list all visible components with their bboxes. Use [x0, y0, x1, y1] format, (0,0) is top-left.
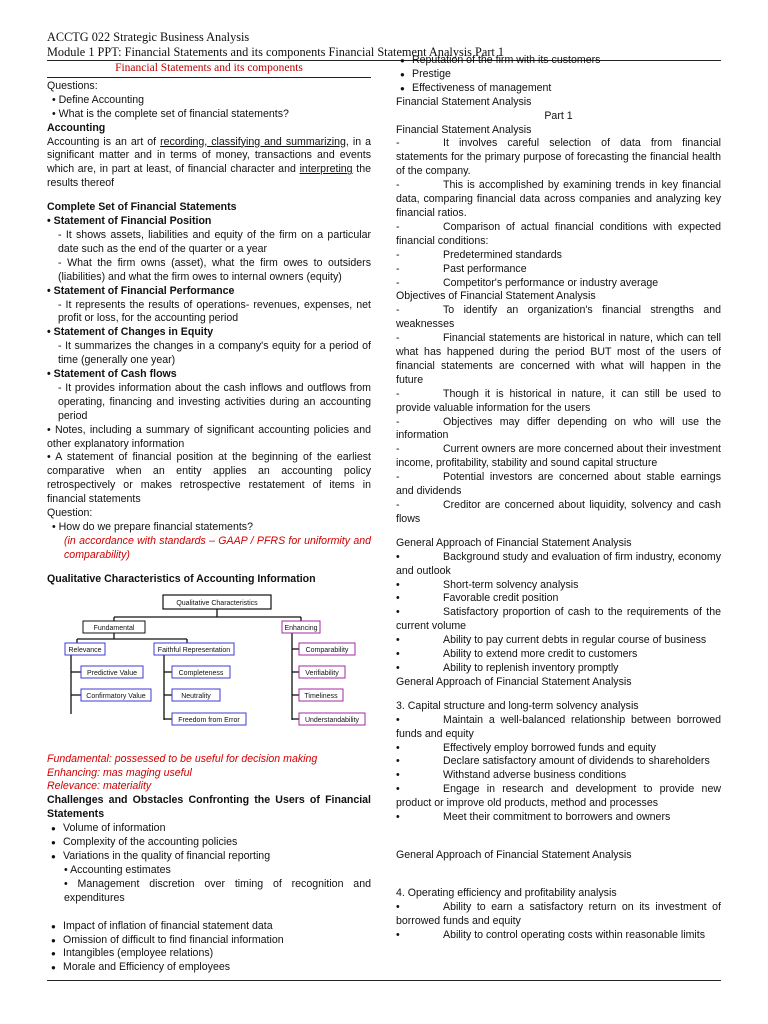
qualitative-heading: Qualitative Characteristics of Accounting Information — [47, 572, 316, 585]
approach-item: • Ability to pay current debts in regular course of business — [396, 634, 707, 647]
capital-item: • Maintain a well-balanced relationship between borrowed funds and equity — [396, 713, 721, 740]
course-title: ACCTG 022 Strategic Business Analysis — [47, 30, 250, 44]
approach-item: • Background study and evaluation of firm industry, economy and outlook — [396, 550, 721, 577]
accounting-heading: Accounting — [47, 121, 106, 134]
objective-item: - Objectives may differ depending on who will use the information — [396, 415, 721, 442]
accounting-definition: Accounting is an art of recording, classifying and summarizing, in a significant matter and in terms of money, transactions and events which are, in part at least, of financial character and interpreting the results thereof — [47, 135, 372, 190]
approach-item: • Favorable credit position — [396, 592, 559, 605]
diagram-completeness: Completeness — [178, 669, 224, 677]
challenge-subitem: • Management discretion over timing of recognition and expenditures — [64, 877, 371, 904]
diagram-predictive: Predictive Value — [86, 669, 138, 677]
statement-detail: - What the firm owns (asset), what the firm owes to outsiders (liabilities) and what the firm owes to internal owners (equity) — [58, 256, 371, 283]
statement-detail: - It shows assets, liabilities and equity of the firm on a particular date such as the end of the quarter or a year — [58, 228, 371, 255]
standards-note: (in accordance with standards – GAAP / PFRS for uniformity and comparability) — [64, 534, 371, 561]
capital-item: • Declare satisfactory amount of dividends to shareholders — [396, 755, 710, 768]
question-item: • Define Accounting — [52, 93, 145, 106]
capital-item: • Engage in research and development to provide new product or improve old products, method and processes — [396, 783, 721, 810]
note-enhancing: Enhancing: mas maging useful — [47, 766, 192, 779]
capital-item: • Meet their commitment to borrowers and owners — [396, 811, 671, 824]
statement-heading: • Statement of Financial Position — [47, 215, 212, 228]
question-label: Question: — [47, 507, 93, 520]
approach-item: • Satisfactory proportion of cash to the requirements of the current volume — [396, 606, 721, 633]
left-column — [47, 62, 371, 975]
objective-item: - Creditor are concerned about liquidity, solvency and cash flows — [396, 499, 721, 525]
challenge-item: ● Intangibles (employee relations) — [47, 947, 371, 961]
capital-item: • Effectively employ borrowed funds and equity — [396, 741, 656, 754]
section-title: Financial Statements and its components — [47, 62, 371, 78]
operating-item: • Ability to control operating costs within reasonable limits — [396, 928, 706, 941]
objectives-title: Objectives of Financial Statement Analysis — [396, 290, 596, 303]
firm-bullet: ● Prestige — [396, 68, 721, 82]
footer-rule — [47, 980, 721, 981]
objective-item: - Potential investors are concerned about stable earnings and dividends — [396, 471, 721, 498]
approach-item: • Ability to replenish inventory promptly — [396, 661, 619, 674]
diagram-confirmatory: Confirmatory Value — [86, 692, 146, 700]
challenge-item: ● Morale and Efficiency of employees — [47, 961, 371, 975]
approach-item: • Ability to extend more credit to customers — [396, 648, 638, 661]
statement-item: • A statement of financial position at the beginning of the earliest comparative when an entity applies an accounting policy retrospectively or makes retrospective restatement of items in financial statements — [47, 451, 371, 506]
capital-item: • Withstand adverse business conditions — [396, 769, 627, 782]
fsa-item: - Comparison of actual financial conditions with expected financial conditions: — [396, 220, 721, 247]
diagram-verifiability: Verifiability — [305, 669, 339, 677]
condition-item: - Competitor's performance or industry average — [396, 276, 659, 289]
condition-item: - Past performance — [396, 262, 527, 275]
diagram-understandability: Understandability — [304, 716, 360, 724]
note-fundamental: Fundamental: possessed to be useful for decision making — [47, 752, 318, 765]
challenge-subitem: • Accounting estimates — [64, 863, 171, 876]
firm-bullet: ● Effectiveness of management — [396, 82, 721, 96]
statement-heading: • Statement of Financial Performance — [47, 284, 235, 297]
operating-heading: 4. Operating efficiency and profitability analysis — [396, 886, 617, 899]
fsa-item: - It involves careful selection of data from financial statements for the primary purpose of forecasting the financial health of the company. — [396, 137, 721, 178]
statement-heading: • Statement of Changes in Equity — [47, 326, 214, 339]
objective-item: - Financial statements are historical in nature, which can tell what has happened during the period BUT most of the users of financial statements are concerned with what will happen in the future — [396, 332, 721, 386]
diagram-neutrality: Neutrality — [181, 692, 211, 700]
diagram-enhancing: Enhancing — [284, 624, 318, 632]
diagram-faithful: Faithful Representation — [157, 646, 231, 654]
diagram-freedom: Freedom from Error — [178, 716, 240, 724]
complete-set-heading: Complete Set of Financial Statements — [47, 201, 237, 214]
capital-heading: 3. Capital structure and long-term solvency analysis — [396, 699, 639, 712]
general-approach-title: General Approach of Financial Statement Analysis — [396, 848, 632, 861]
question-item: • What is the complete set of financial statements? — [52, 107, 289, 120]
question-item: • How do we prepare financial statements? — [52, 521, 253, 533]
approach-item: • Short-term solvency analysis — [396, 578, 579, 591]
diagram-root: Qualitative Characteristics — [176, 599, 258, 607]
fsa-item: - This is accomplished by examining trends in key financial data, comparing financial data across companies and analyzing key financial ratios. — [396, 179, 721, 219]
general-approach-title: General Approach of Financial Statement Analysis — [396, 675, 632, 688]
challenge-item: ● Variations in the quality of financial reporting — [47, 850, 371, 864]
diagram-timeliness: Timeliness — [304, 692, 338, 700]
note-relevance: Relevance: materiality — [47, 780, 152, 793]
diagram-comparability: Comparability — [305, 646, 349, 654]
statement-heading: • Statement of Cash flows — [47, 368, 177, 381]
module-title: Module 1 PPT: Financial Statements and its components Financial Statement Analysis Part 1 — [47, 44, 505, 59]
fsa-title: Financial Statement Analysis — [396, 123, 532, 136]
statement-detail: - It summarizes the changes in a company's equity for a period of time (generally one year) — [58, 340, 371, 367]
challenge-item: ● Complexity of the accounting policies — [47, 836, 371, 850]
diagram-fundamental: Fundamental — [93, 624, 135, 632]
fsa-title: Financial Statement Analysis — [396, 95, 532, 108]
firm-bullet: ● Reputation of the firm with its customers — [396, 54, 721, 68]
right-column — [396, 54, 721, 942]
objective-item: - Current owners are more concerned about their investment income, profitability, stability and sound capital structure — [396, 443, 721, 470]
operating-item: • Ability to earn a satisfactory return on its investment of borrowed funds and equity — [396, 900, 721, 927]
challenges-heading: Challenges and Obstacles Confronting the Users of Financial Statements — [47, 794, 371, 821]
qualitative-characteristics-diagram — [47, 589, 371, 749]
objective-item: - To identify an organization's financial strengths and weaknesses — [396, 304, 721, 331]
notes-item: • Notes, including a summary of significant accounting policies and other explanatory information — [47, 423, 371, 450]
challenge-item: ● Volume of information — [47, 822, 371, 836]
challenge-item: ● Omission of difficult to find financial information — [47, 934, 371, 948]
objective-item: - Though it is historical in nature, it can still be used to provide valuable information for the users — [396, 387, 721, 414]
statement-detail: - It provides information about the cash inflows and outflows from operating, financing and investing activities during an accounting period — [58, 381, 371, 422]
challenge-item: ● Impact of inflation of financial statement data — [47, 920, 371, 934]
general-approach-title: General Approach of Financial Statement Analysis — [396, 536, 632, 549]
statement-detail: - It represents the results of operations- revenues, expenses, net profit or loss, for the accounting period — [58, 298, 371, 325]
part-label: Part 1 — [544, 109, 573, 122]
diagram-relevance: Relevance — [68, 646, 102, 654]
questions-label: Questions: — [47, 79, 98, 92]
condition-item: - Predetermined standards — [396, 248, 562, 261]
